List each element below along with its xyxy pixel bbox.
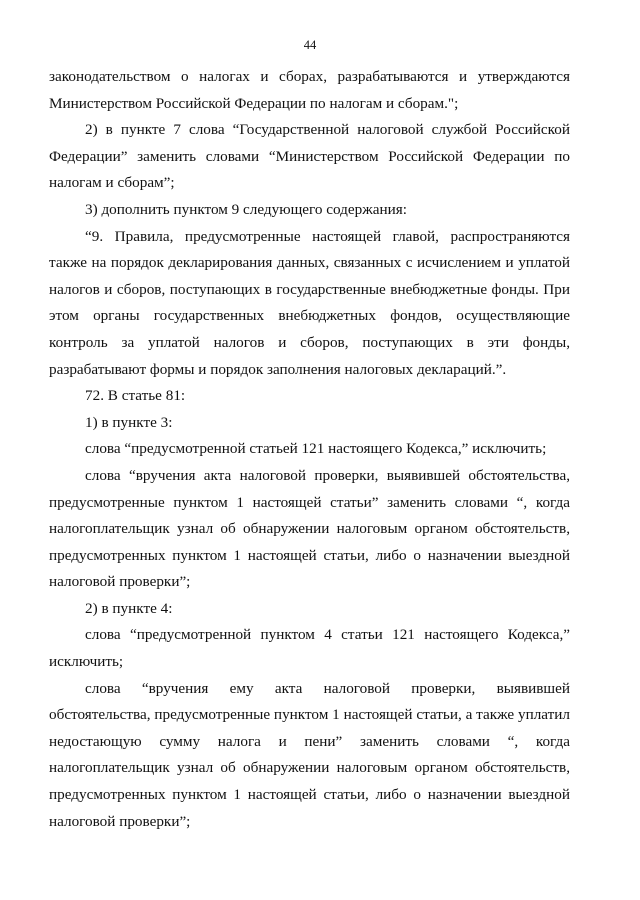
paragraph-continuation: законодательством о налогах и сборах, разрабатываются и утверждаются Министерством Российской Федерации по налогам и сборам.";	[49, 68, 570, 112]
paragraph-item-3-add-point-9: 3) дополнить пунктом 9 следующего содержания:	[85, 200, 407, 218]
paragraph-exclude-article-121-point-4: слова “предусмотренной пунктом 4 статьи 121 настоящего Кодекса,” исключить;	[49, 626, 570, 671]
page-number: 44	[303, 38, 317, 52]
paragraph-item-2-point-4: 2) в пункте 4:	[85, 599, 173, 617]
paragraph-item-1-point-3: 1) в пункте 3:	[85, 413, 173, 431]
document-body	[49, 64, 570, 835]
paragraph-article-81-heading: 72. В статье 81:	[85, 387, 186, 405]
paragraph-exclude-article-121: слова “предусмотренной статьей 121 настоящего Кодекса,” исключить;	[85, 440, 547, 458]
paragraph-item-2-point-7: 2) в пункте 7 слова “Государственной налоговой службой Российской Федерации” заменить словами “Министерством Российской Федерации по налогам и сборам”;	[49, 121, 570, 192]
paragraph-replace-audit-act-and-payment: слова “вручения ему акта налоговой проверки, выявившей обстоятельства, предусмотренные пунктом 1 настоящей статьи, а также уплатил недостающую сумму налога и пени” заменить словами “, когда налогоплательщик узнал об обнаружении налоговым органом обстоятельств, предусмотренных пунктом 1 настоящей статьи, либо о назначении выездной налоговой проверки”;	[49, 679, 570, 830]
paragraph-replace-audit-act: слова “вручения акта налоговой проверки, выявившей обстоятельства, предусмотренные пунктом 1 настоящей статьи” заменить словами “, когда налогоплательщик узнал об обнаружении налоговым органом обстоятельств, предусмотренных пунктом 1 настоящей статьи, либо о назначении выездной налоговой проверки”;	[49, 466, 570, 591]
paragraph-quoted-point-9: “9. Правила, предусмотренные настоящей главой, распространяются также на порядок декларирования данных, связанных с исчислением и уплатой налогов и сборов, поступающих в государственные внебюджетные фонды. При этом органы государственных внебюджетных фондов, осуществляющие контроль за уплатой налогов и сборов, поступающих в эти фонды, разрабатывают формы и порядок заполнения налоговых деклараций.”.	[49, 227, 570, 378]
